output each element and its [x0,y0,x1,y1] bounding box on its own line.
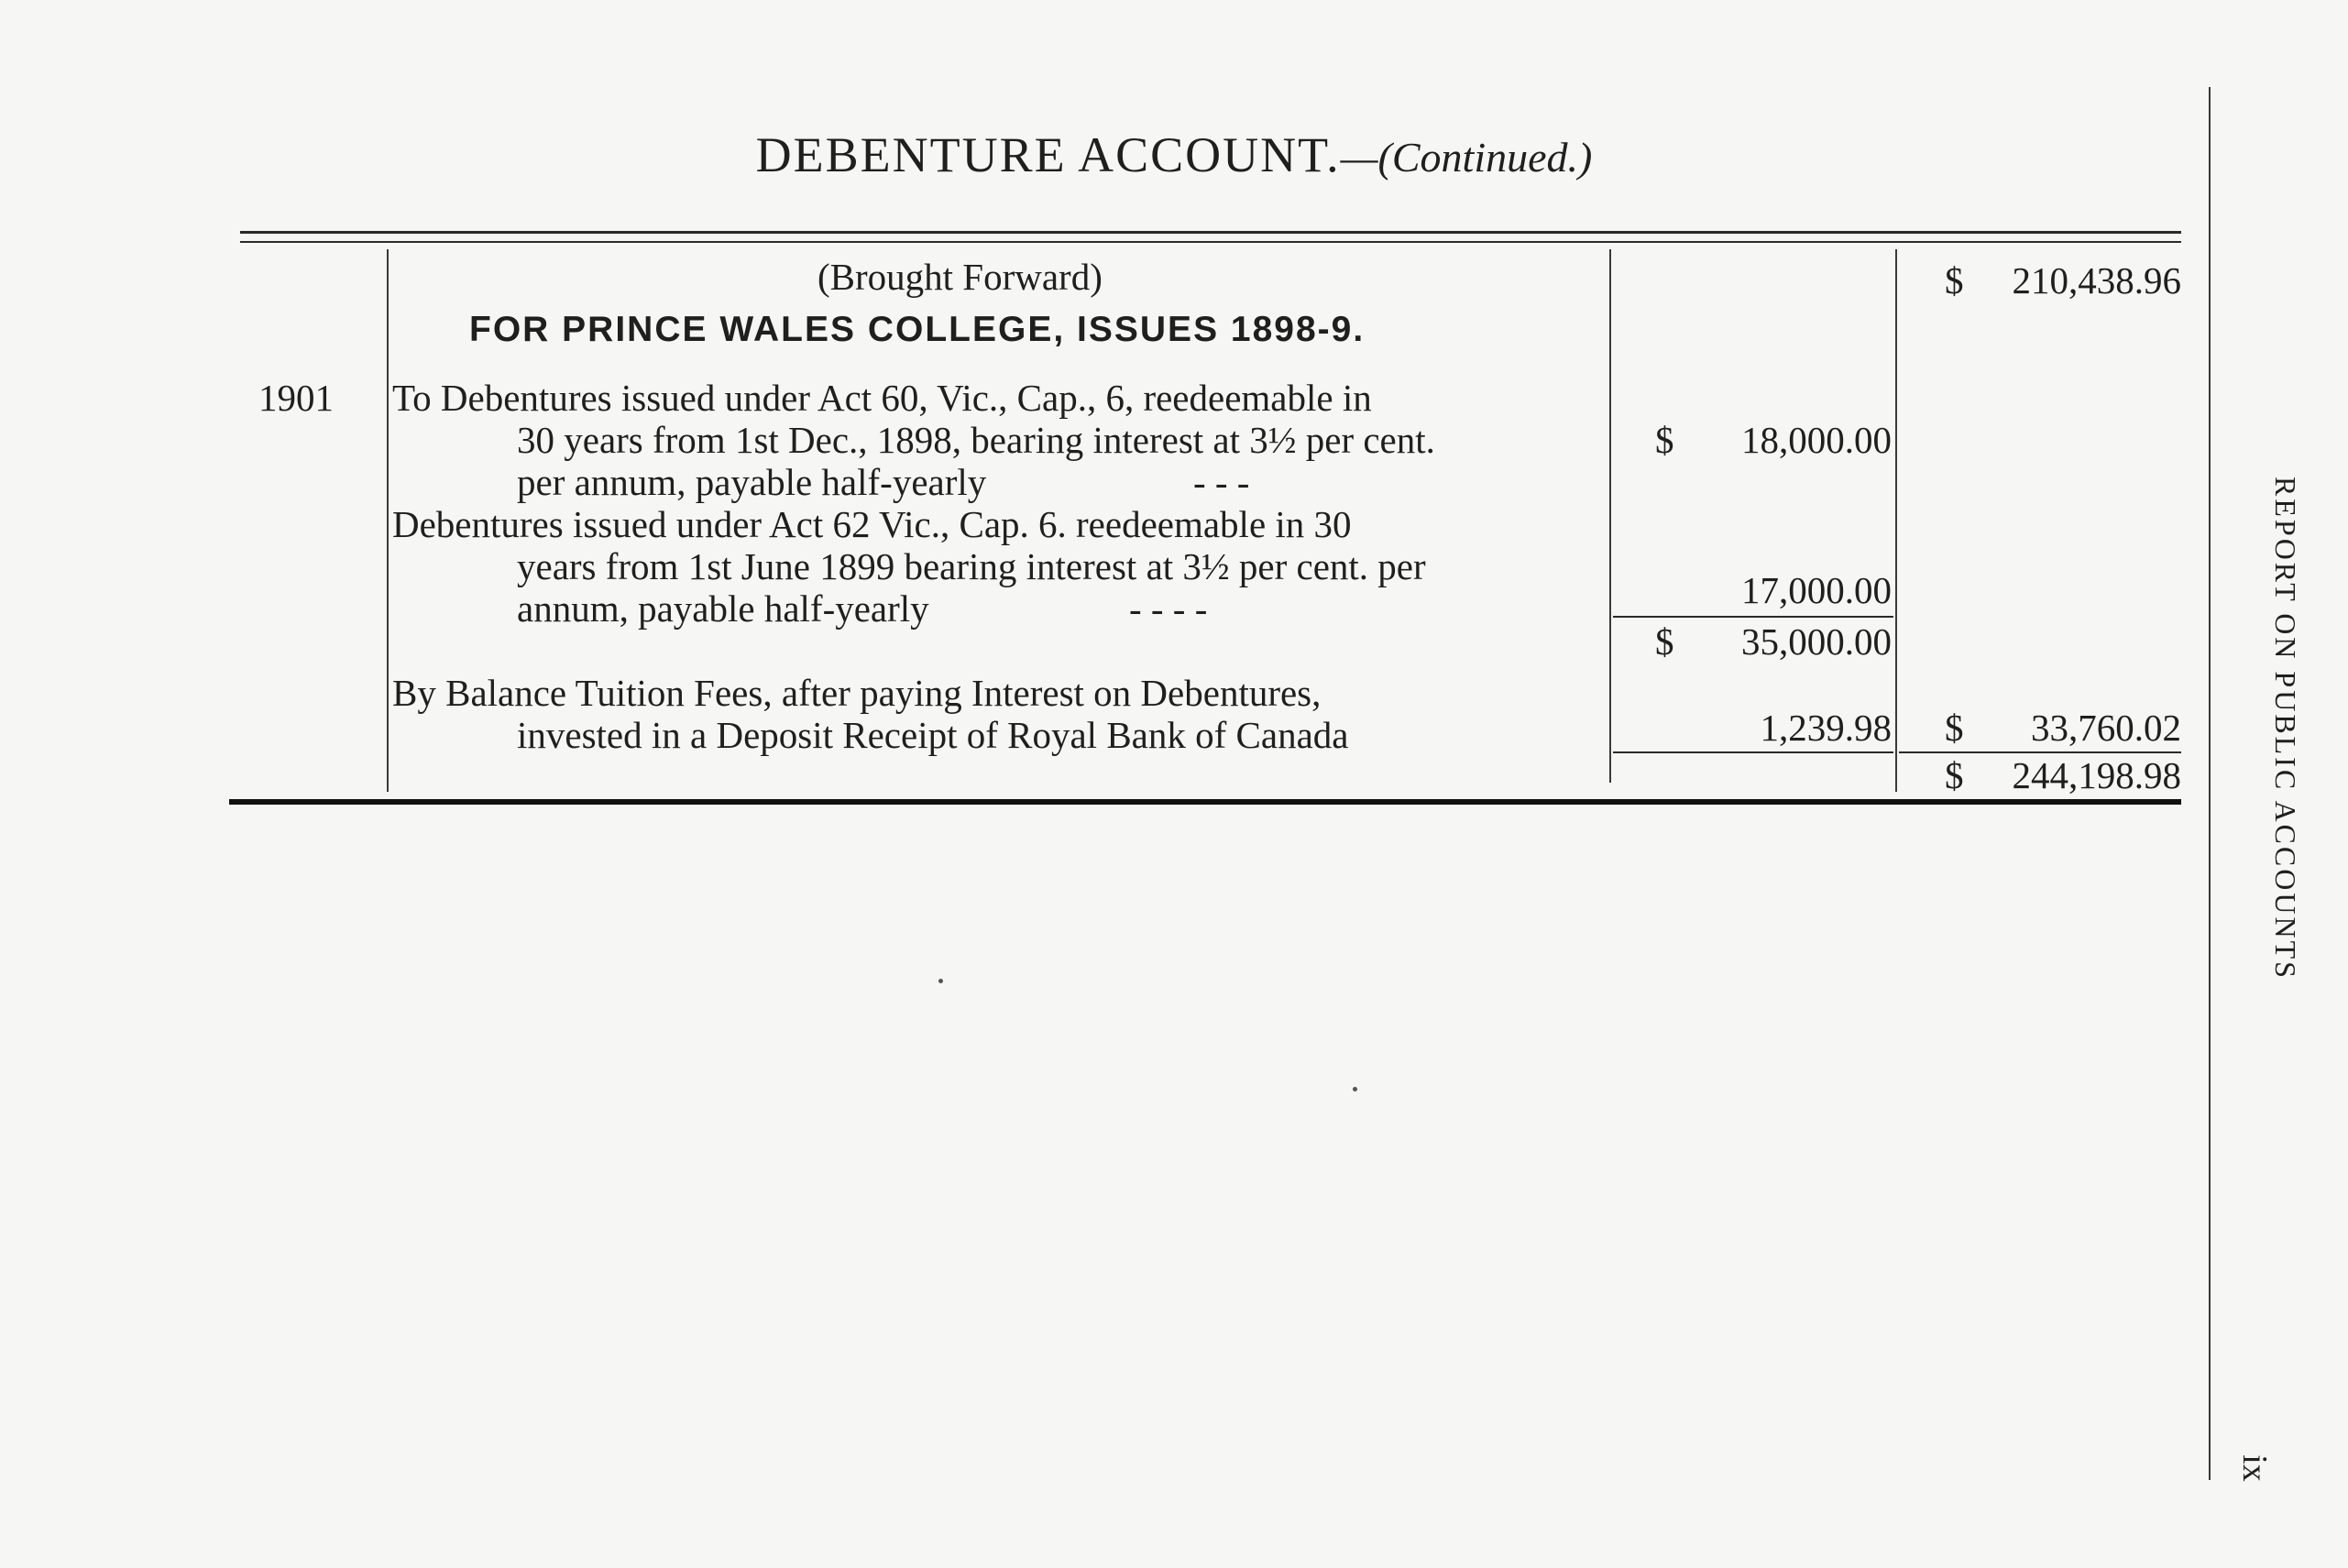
detail-total-rule [1613,751,1893,753]
folio-number: ix [2234,1454,2274,1482]
entry3-net-dollar: $ [1945,707,1964,749]
side-caption [2227,477,2337,1063]
entry3-line2: invested in a Deposit Receipt of Royal Bank of Canada [517,714,1349,756]
side-caption-text: REPORT ON PUBLIC ACCOUNTS [2269,477,2302,981]
grand-total-amount: 244,198.98 [2012,754,2181,796]
subtotal-dollar: $ [1655,620,1674,663]
title-continued: —(Continued.) [1340,134,1593,181]
entry-year: 1901 [258,377,334,419]
page-title [0,126,2348,183]
entry3-amount: 1,239.98 [1760,707,1892,749]
entry2-line2: years from 1st June 1899 bearing interest at 3½ per cent. per [517,545,1426,587]
entry1-dollar: $ [1655,419,1674,461]
section-heading: FOR PRINCE WALES COLLEGE, ISSUES 1898-9. [469,310,1366,349]
paper-speck [1353,1087,1357,1091]
top-rule [240,231,2181,234]
grand-total-dollar: $ [1945,754,1964,796]
page-edge-rule [2209,87,2211,1480]
subtotal-amount: 35,000.00 [1741,620,1892,663]
top-rule-thin [240,241,2181,243]
entry2-line3: annum, payable half-yearly [517,587,929,630]
entry2-line1: Debentures issued under Act 62 Vic., Cap. 6. reedeemable in 30 [392,503,1352,545]
entry2-amount: 17,000.00 [1741,569,1892,611]
entry1-line3: per annum, payable half-yearly [517,461,987,503]
date-column-rule [387,249,389,792]
detail-column-rule [1609,249,1611,783]
page-folio [2234,1448,2277,1485]
entry1-line2: 30 years from 1st Dec., 1898, bearing interest at 3½ per cent. [517,419,1435,461]
subtotal-rule [1613,616,1893,618]
brought-forward-dollar: $ [1945,259,1964,302]
entry3-line1: By Balance Tuition Fees, after paying Interest on Debentures, [392,672,1322,714]
total-column-rule [1895,249,1897,792]
entry1-amount: 18,000.00 [1741,419,1892,461]
bottom-rule [229,799,2181,805]
entry2-leaders: - - - - [1129,587,1208,630]
paper-speck [938,979,943,983]
title-main: DEBENTURE ACCOUNT. [755,127,1341,182]
brought-forward-label: (Brought Forward) [817,256,1103,298]
brought-forward-amount: 210,438.96 [2012,259,2181,302]
entry3-net-amount: 33,760.02 [2031,707,2181,749]
entry1-line1: To Debentures issued under Act 60, Vic., Cap., 6, reedeemable in [392,377,1372,419]
entry1-leaders: - - - [1193,461,1250,503]
